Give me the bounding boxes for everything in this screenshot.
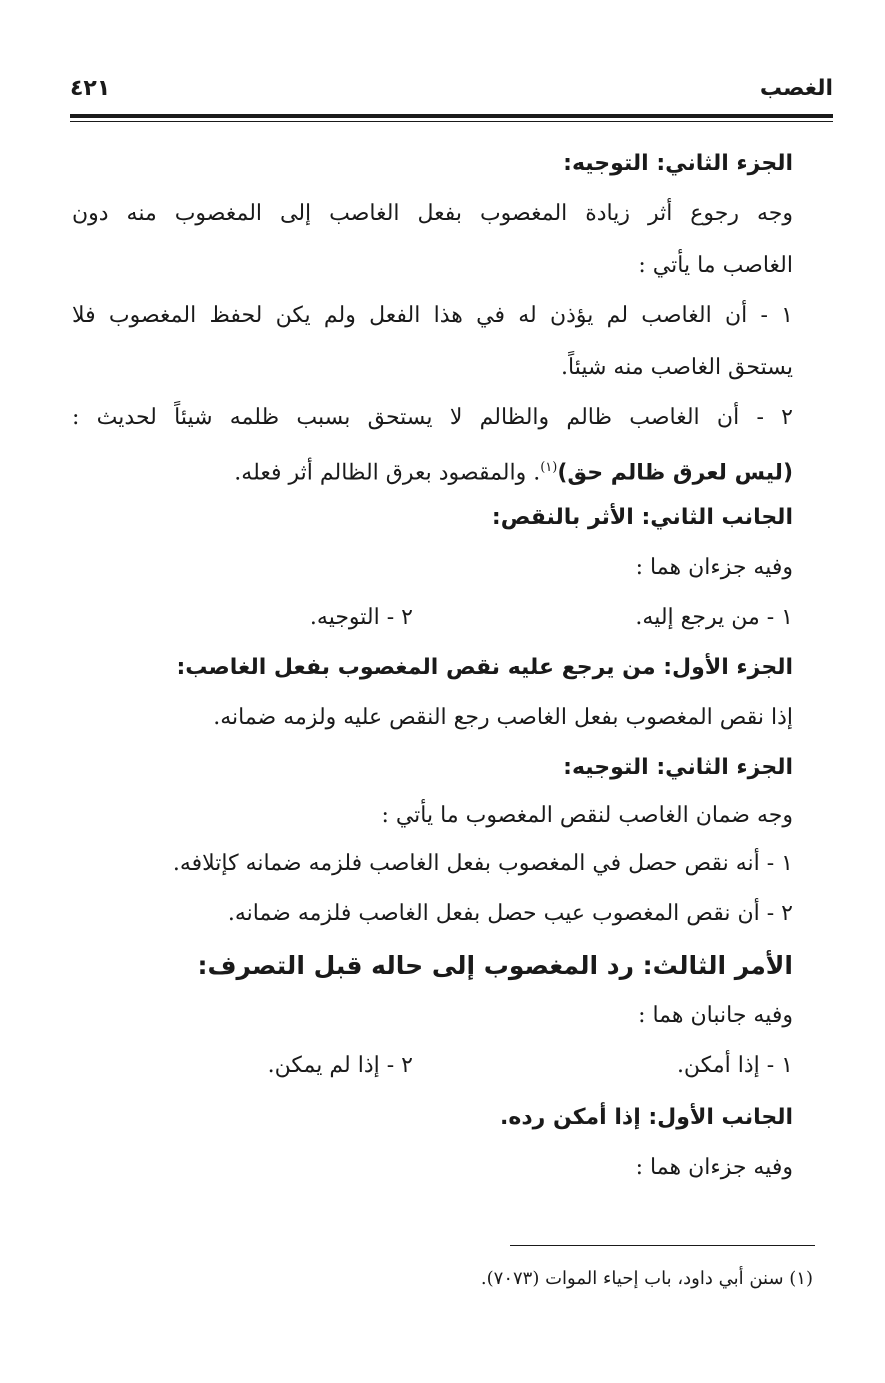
body-line: ١ - أن الغاصب لم يؤذن له في هذا الفعل ولم يكن لحفظ المغصوب فلا <box>72 303 793 328</box>
body-line: ٢ - أن الغاصب ظالم والظالم لا يستحق بسبب ظلمه شيئاً لحديث : <box>72 405 793 430</box>
footnote-ref: (١) <box>540 460 558 475</box>
header-rule-thick <box>70 114 833 118</box>
page-number: ٤٢١ <box>70 76 111 101</box>
list-item: ٢ - التوجيه. <box>309 605 413 630</box>
list-row <box>72 602 793 638</box>
body-text: . والمقصود بعرق الظالم أثر فعله. <box>234 460 541 486</box>
body-line: إذا نقص المغصوب بفعل الغاصب رجع النقص عليه ولزمه ضمانه. <box>213 705 793 730</box>
header-rule-thin <box>70 121 833 122</box>
body-line: وفيه جزءان هما : <box>635 555 793 580</box>
section-heading: الجانب الأول: إذا أمكن رده. <box>499 1105 793 1130</box>
body-line: وفيه جانبان هما : <box>638 1003 793 1028</box>
footnote-rule <box>510 1245 815 1246</box>
body-line: يستحق الغاصب منه شيئاً. <box>561 355 793 380</box>
list-item: ٢ - إذا لم يمكن. <box>267 1053 413 1078</box>
list-item: ١ - إذا أمكن. <box>676 1053 793 1078</box>
list-row <box>72 1050 793 1086</box>
section-heading: الجانب الثاني: الأثر بالنقص: <box>491 505 793 530</box>
running-header <box>70 74 833 108</box>
body-line: ٢ - أن نقص المغصوب عيب حصل بفعل الغاصب فلزمه ضمانه. <box>227 901 793 926</box>
body-line: وجه ضمان الغاصب لنقص المغصوب ما يأتي : <box>381 803 793 828</box>
chapter-title: الغصب <box>759 76 833 101</box>
subheading: الجزء الثاني: التوجيه: <box>563 755 793 780</box>
body-line: وفيه جزءان هما : <box>635 1155 793 1180</box>
body-line <box>72 452 793 488</box>
body-line: وجه رجوع أثر زيادة المغصوب بفعل الغاصب إلى المغصوب منه دون <box>72 201 793 226</box>
subheading: الجزء الثاني: التوجيه: <box>563 151 793 176</box>
footnote: (١) سنن أبي داود، باب إحياء الموات (٧٠٧٣). <box>480 1268 813 1289</box>
hadith-quote: (ليس لعرق ظالم حق) <box>557 460 793 486</box>
section-heading: الأمر الثالث: رد المغصوب إلى حاله قبل التصرف: <box>197 951 793 980</box>
subheading: الجزء الأول: من يرجع عليه نقص المغصوب بفعل الغاصب: <box>176 655 793 680</box>
body-line: الغاصب ما يأتي : <box>638 253 793 278</box>
list-item: ١ - من يرجع إليه. <box>635 605 793 630</box>
body-line: ١ - أنه نقص حصل في المغصوب بفعل الغاصب فلزمه ضمانه كإتلافه. <box>172 851 793 876</box>
